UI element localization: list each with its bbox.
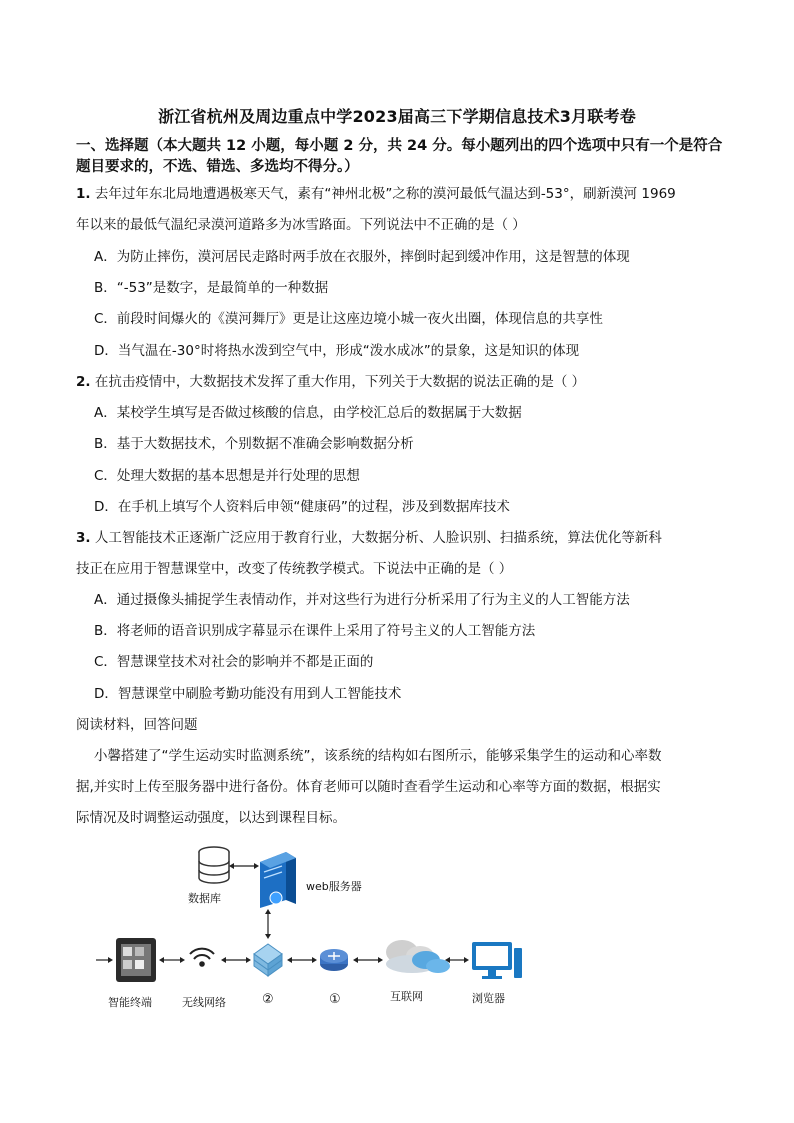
router-internet-arrow [353,957,383,963]
smart-terminal-icon [96,938,156,982]
question-3-line-2: 技正在应用于智慧课堂中，改变了传统教学模式。下说法中正确的是（ ） [76,561,513,577]
question-3-option-c: C．智慧课堂技术对社会的影响并不都是正面的 [94,654,374,670]
smart-terminal-label: 智能终端 [108,996,152,1009]
question-1-line-1: 1. 去年过年东北局地遭遇极寒天气，素有“神州北极”之称的漠河最低气温达到-53°，刷新漠河 1969 [76,186,676,202]
wifi-icon [190,949,214,966]
monitor-icon [472,942,522,979]
question-1-line-2: 年以来的最低气温纪录漠河道路多为冰雪路面。下列说法中不正确的是（ ） [76,217,526,233]
question-1-number: 1. [76,186,91,202]
question-1-option-c: C．前段时间爆火的《漠河舞厅》更是让这座边境小城一夜火出圈，体现信息的共享性 [94,311,603,327]
question-3-line-1: 3. 人工智能技术正逐渐广泛应用于教育行业，大数据分析、人脸识别、扫描系统，算法优化等新科 [76,530,662,546]
server-switch-arrow [265,909,271,939]
db-server-arrow [229,863,259,869]
database-label: 数据库 [188,892,221,905]
internet-label: 互联网 [390,990,423,1003]
web-server-label: web服务器 [306,880,362,893]
question-3-option-a: A．通过摄像头捕捉学生表情动作，并对这些行为进行分析采用了行为主义的人工智能方法 [94,592,630,608]
question-1-option-d: D．当气温在-30°时将热水泼到空气中，形成“泼水成冰”的景象，这是知识的体现 [94,343,580,359]
router-icon [320,949,348,971]
page-title: 浙江省杭州及周边重点中学2023届高三下学期信息技术3月联考卷 [158,107,636,126]
question-2-option-d: D．在手机上填写个人资料后申领“健康码”的过程，涉及到数据库技术 [94,499,510,515]
wifi-switch-arrow [221,957,251,963]
wireless-network-label: 无线网络 [182,996,226,1009]
question-3-option-d: D．智慧课堂中刷脸考勤功能没有用到人工智能技术 [94,686,402,702]
node-2-label: ② [262,992,274,1007]
cloud-icon [386,940,450,973]
browser-label: 浏览器 [472,992,505,1005]
internet-browser-arrow [445,957,469,963]
question-2-number: 2. [76,374,91,390]
question-2-option-b: B．基于大数据技术，个别数据不准确会影响数据分析 [94,436,414,452]
question-3-option-b: B．将老师的语音识别成字幕显示在课件上采用了符号主义的人工智能方法 [94,623,536,639]
reading-line-3: 际情况及时调整运动强度，以达到课程目标。 [76,810,346,826]
reading-line-2: 据,并实时上传至服务器中进行备份。体育老师可以随时查看学生运动和心率等方面的数据，根据实 [76,779,661,795]
switch-icon [254,944,282,976]
terminal-wifi-arrow [159,957,185,963]
web-server-icon [260,852,296,908]
reading-prompt: 阅读材料，回答问题 [76,717,198,733]
question-1-option-b: B．“-53”是数字，是最简单的一种数据 [94,280,329,296]
section-heading: 一、选择题（本大题共 12 小题，每小题 2 分，共 24 分。每小题列出的四个选项中只有一个是符合题目要求的，不选、错选、多选均不得分。） [76,138,723,175]
question-3-number: 3. [76,530,91,546]
question-2-option-a: A．某校学生填写是否做过核酸的信息，由学校汇总后的数据属于大数据 [94,405,522,421]
question-2-option-c: C．处理大数据的基本思想是并行处理的思想 [94,468,360,484]
reading-line-1: 小馨搭建了“学生运动实时监测系统”，该系统的结构如右图所示，能够采集学生的运动和心率数 [94,748,662,764]
question-1-option-a: A．为防止摔伤，漠河居民走路时两手放在衣服外，摔倒时起到缓冲作用，这是智慧的体现 [94,249,630,265]
network-diagram [86,838,546,1018]
question-2-line-1: 2. 在抗击疫情中，大数据技术发挥了重大作用，下列关于大数据的说法正确的是（ ） [76,374,586,390]
database-icon [199,847,229,883]
switch-router-arrow [287,957,317,963]
node-1-label: ① [329,992,341,1007]
